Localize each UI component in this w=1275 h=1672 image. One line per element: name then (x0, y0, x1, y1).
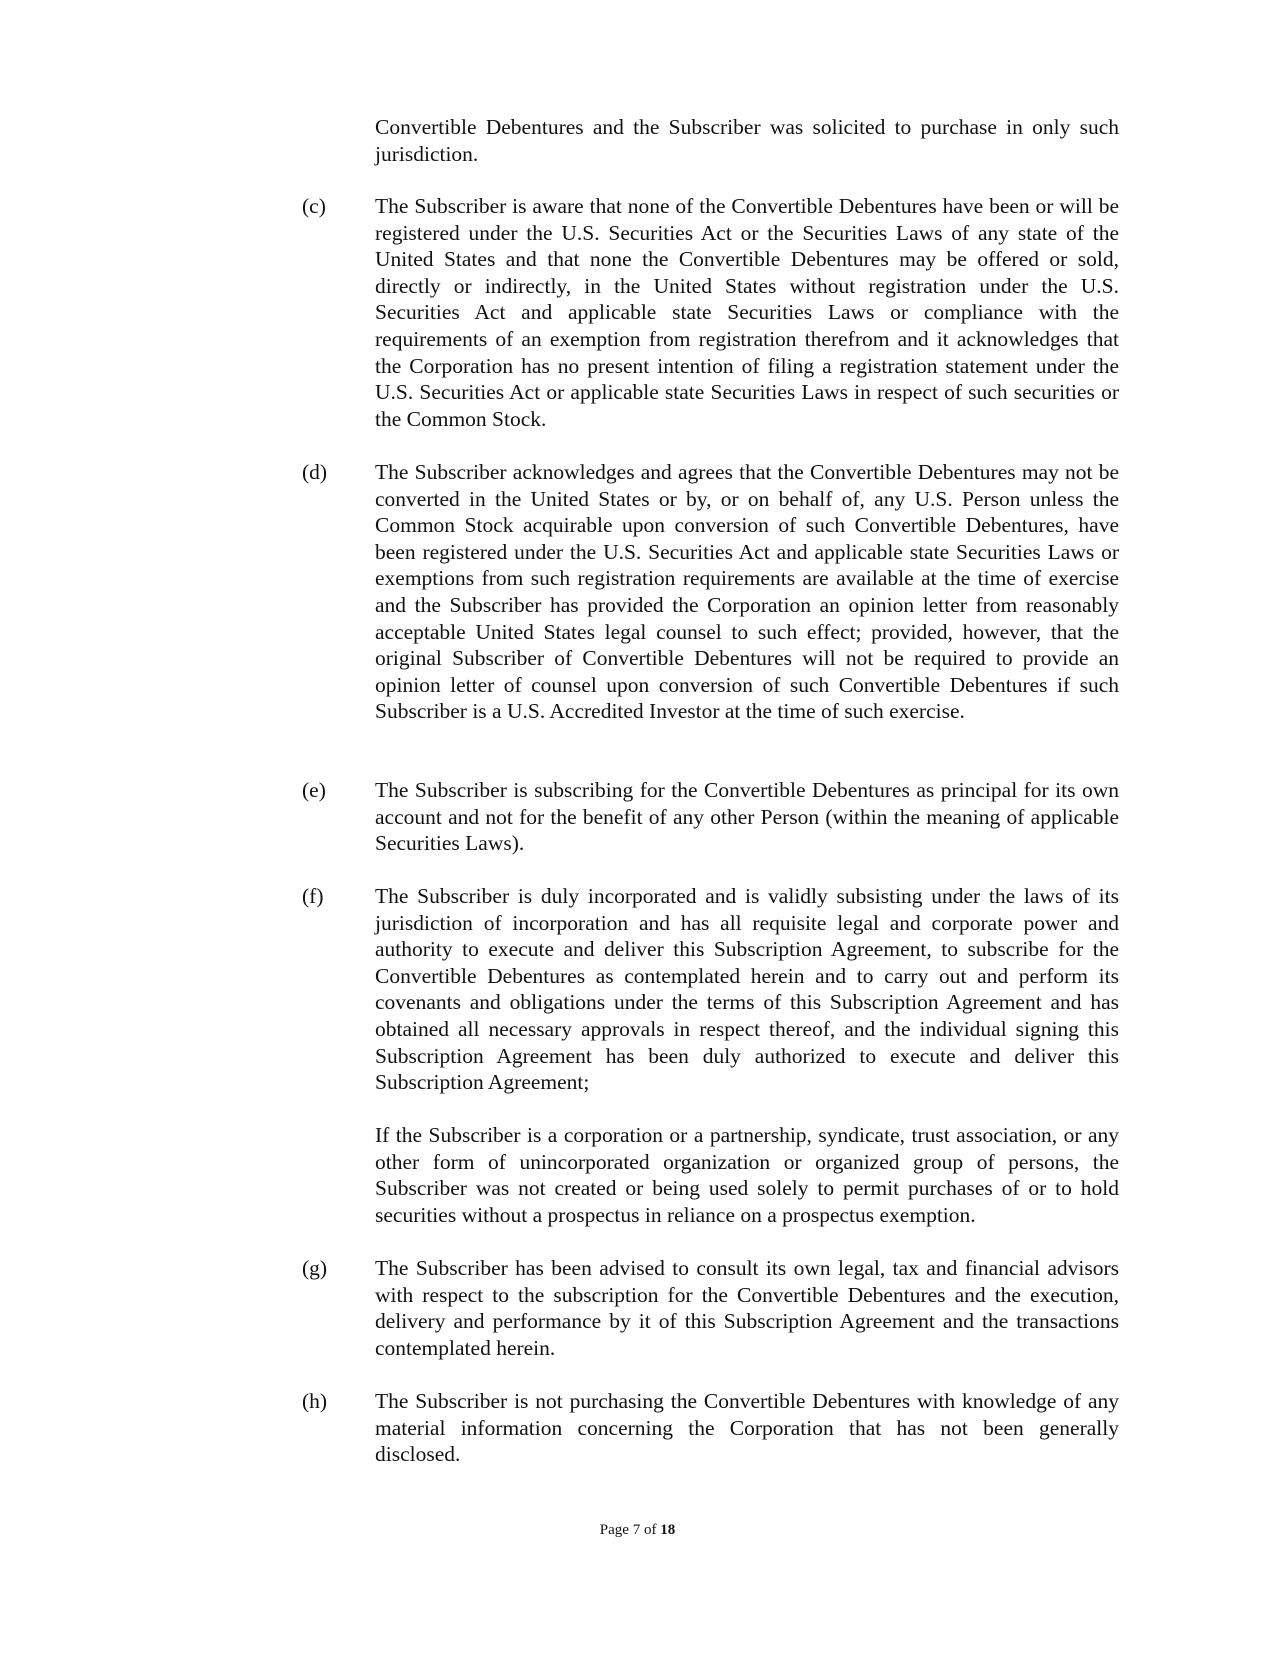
page-prefix: Page (599, 1522, 633, 1538)
clause-label: (e) (302, 778, 326, 802)
page-footer (0, 1522, 1275, 1539)
clause-text: The Subscriber is aware that none of the Convertible Debentures have been or will be registered under the U.S. Securities Act or the Securities Laws of any state of the United States and that none the Convertible Debentures may be offered or sold, directly or indirectly, in the United States without registration under the U.S. Securities Act and applicable state Securities Laws or compliance with the requirements of an exemption from registration therefrom and it acknowledges that the Corporation has no present intention of filing a registration statement under the U.S. Securities Act or applicable state Securities Laws in respect of such securities or the Common Stock. (375, 194, 1119, 431)
clause-label: (c) (302, 194, 326, 218)
clause-text: The Subscriber has been advised to consult its own legal, tax and financial advisors with respect to the subscription for the Convertible Debentures and the execution, delivery and performance by it of this Subscription Agreement and the transactions contemplated herein. (375, 1256, 1119, 1360)
continuation-paragraph: Convertible Debentures and the Subscriber was solicited to purchase in only such jurisdiction. (375, 115, 1119, 166)
clause-label: (f) (302, 884, 324, 908)
page-current: 7 (632, 1522, 641, 1538)
clause-text: The Subscriber is subscribing for the Convertible Debentures as principal for its own account and not for the benefit of any other Person (within the meaning of applicable Securities Laws). (375, 778, 1119, 856)
clause-label: (g) (302, 1256, 328, 1280)
clause-text: The Subscriber acknowledges and agrees that the Convertible Debentures may not be converted in the United States or by, or on behalf of, any U.S. Person unless the Common Stock acquirable upon conversion of such Convertible Debentures, have been registered under the U.S. Securities Act and applicable state Securities Laws or exemptions from such registration requirements are available at the time of exercise and the Subscriber has provided the Corporation an opinion letter from reasonably acceptable United States legal counsel to such effect; provided, however, that the original Subscriber of Convertible Debentures will not be required to provide an opinion letter of counsel upon conversion of such Convertible Debentures if such Subscriber is a U.S. Accredited Investor at the time of such exercise. (375, 460, 1119, 724)
clause-f-paragraph: If the Subscriber is a corporation or a partnership, syndicate, trust association, or any other form of unincorporated organization or organized group of persons, the Subscriber was not created or being used solely to permit purchases of or to hold securities without a prospectus in reliance on a prospectus exemption. (375, 1123, 1119, 1227)
clause-text: The Subscriber is duly incorporated and is validly subsisting under the laws of its jurisdiction of incorporation and has all requisite legal and corporate power and authority to execute and deliver this Subscription Agreement, to subscribe for the Convertible Debentures as contemplated herein and to carry out and perform its covenants and obligations under the terms of this Subscription Agreement and has obtained all necessary approvals in respect thereof, and the individual signing this Subscription Agreement has been duly authorized to execute and deliver this Subscription Agreement; (375, 884, 1119, 1095)
clause-text: The Subscriber is not purchasing the Convertible Debentures with knowledge of any material information concerning the Corporation that has not been generally disclosed. (375, 1389, 1119, 1467)
clause-label: (d) (302, 460, 328, 484)
clause-label: (h) (302, 1389, 328, 1413)
page-of: of (640, 1522, 661, 1538)
page-total: 18 (660, 1522, 676, 1538)
